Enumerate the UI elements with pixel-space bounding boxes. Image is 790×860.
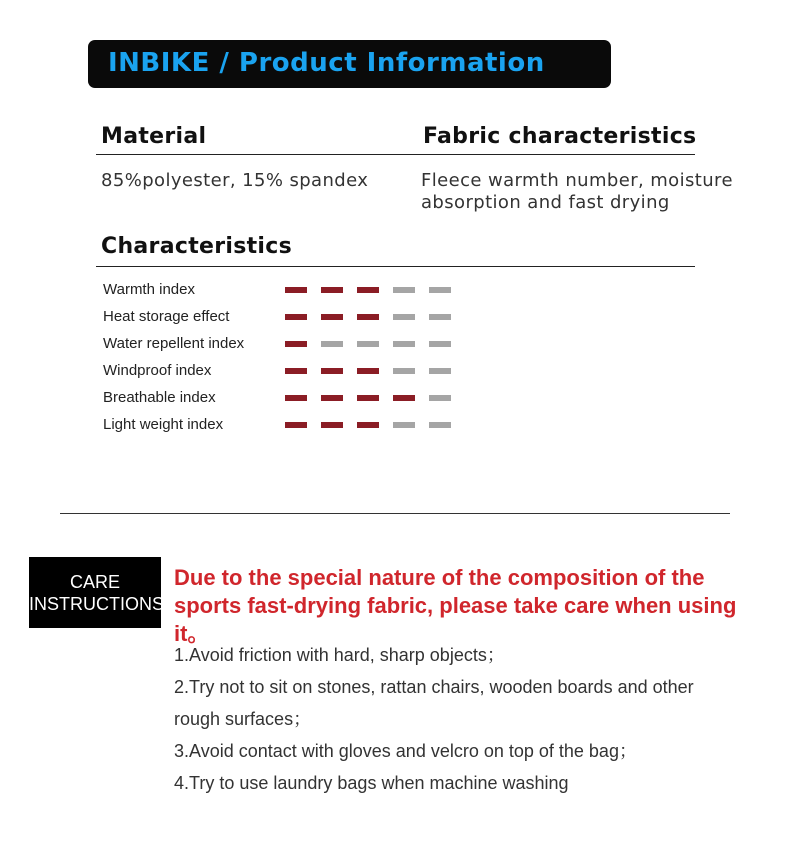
care-badge-line1: CARE bbox=[69, 572, 120, 592]
care-instruction-item: 1.Avoid friction with hard, sharp objects； bbox=[174, 645, 505, 665]
rating-bar-empty bbox=[321, 341, 343, 347]
fabric-characteristics-value: Fleece warmth number, moisture absorption and fast drying bbox=[421, 170, 733, 213]
rating-bar-filled bbox=[357, 368, 379, 374]
rating-bar-filled bbox=[321, 287, 343, 293]
care-instruction-item: 3.Avoid contact with gloves and velcro on top of the bag； bbox=[174, 741, 637, 761]
characteristics-heading: Characteristics bbox=[101, 234, 293, 259]
care-instruction-item: 2.Try not to sit on stones, rattan chairs, wooden boards and other rough surfaces； bbox=[174, 677, 694, 729]
rating-bar-filled bbox=[285, 368, 307, 374]
rating-bar-filled bbox=[321, 395, 343, 401]
rating-bar-empty bbox=[393, 422, 415, 428]
characteristic-label: Water repellent index bbox=[103, 335, 245, 352]
rating-bar-filled bbox=[357, 287, 379, 293]
rating-bar-empty bbox=[429, 287, 451, 293]
rating-bar-empty bbox=[393, 341, 415, 347]
rating-bar-filled bbox=[321, 368, 343, 374]
care-instructions-badge bbox=[29, 557, 164, 628]
rating-bar-filled bbox=[357, 422, 379, 428]
rating-bar-filled bbox=[321, 314, 343, 320]
rating-bar-empty bbox=[429, 422, 451, 428]
section-rule bbox=[96, 266, 695, 267]
rating-bar-filled bbox=[285, 341, 307, 347]
characteristic-row bbox=[103, 387, 463, 414]
rating-bar-empty bbox=[429, 368, 451, 374]
characteristic-label: Warmth index bbox=[103, 281, 195, 298]
rating-bar-empty bbox=[429, 395, 451, 401]
rating-bar-empty bbox=[429, 341, 451, 347]
page-title: INBIKE / Product Information bbox=[108, 48, 545, 78]
characteristic-label: Breathable index bbox=[103, 389, 216, 406]
material-heading: Material bbox=[101, 124, 207, 149]
section-divider bbox=[60, 513, 730, 514]
rating-bar-empty bbox=[357, 341, 379, 347]
characteristic-row bbox=[103, 333, 463, 360]
rating-bar-filled bbox=[393, 395, 415, 401]
care-instructions-list bbox=[174, 639, 734, 799]
characteristic-row bbox=[103, 360, 463, 387]
rating-bar-empty bbox=[393, 314, 415, 320]
rating-bar-filled bbox=[285, 287, 307, 293]
care-headline: Due to the special nature of the composition of the sports fast-drying fabric, please take care when using it。 bbox=[174, 565, 737, 646]
rating-bar-empty bbox=[429, 314, 451, 320]
rating-bar-filled bbox=[285, 395, 307, 401]
material-value: 85%polyester, 15% spandex bbox=[101, 170, 369, 191]
rating-bar-filled bbox=[321, 422, 343, 428]
product-info-banner bbox=[88, 40, 611, 88]
characteristic-row bbox=[103, 306, 463, 333]
rating-bar-filled bbox=[357, 395, 379, 401]
rating-bar-empty bbox=[393, 368, 415, 374]
rating-bar-filled bbox=[285, 314, 307, 320]
characteristics-list bbox=[103, 279, 463, 441]
rating-bar-empty bbox=[393, 287, 415, 293]
characteristic-row bbox=[103, 279, 463, 306]
characteristic-row bbox=[103, 414, 463, 441]
care-badge-line2: INSTRUCTIONS bbox=[29, 594, 164, 614]
fabric-characteristics-heading: Fabric characteristics bbox=[423, 124, 697, 149]
section-rule bbox=[96, 154, 695, 155]
rating-bar-filled bbox=[285, 422, 307, 428]
care-instruction-item: 4.Try to use laundry bags when machine washing bbox=[174, 773, 569, 793]
characteristic-label: Light weight index bbox=[103, 416, 224, 433]
rating-bar-filled bbox=[357, 314, 379, 320]
characteristic-label: Heat storage effect bbox=[103, 308, 230, 325]
characteristic-label: Windproof index bbox=[103, 362, 212, 379]
